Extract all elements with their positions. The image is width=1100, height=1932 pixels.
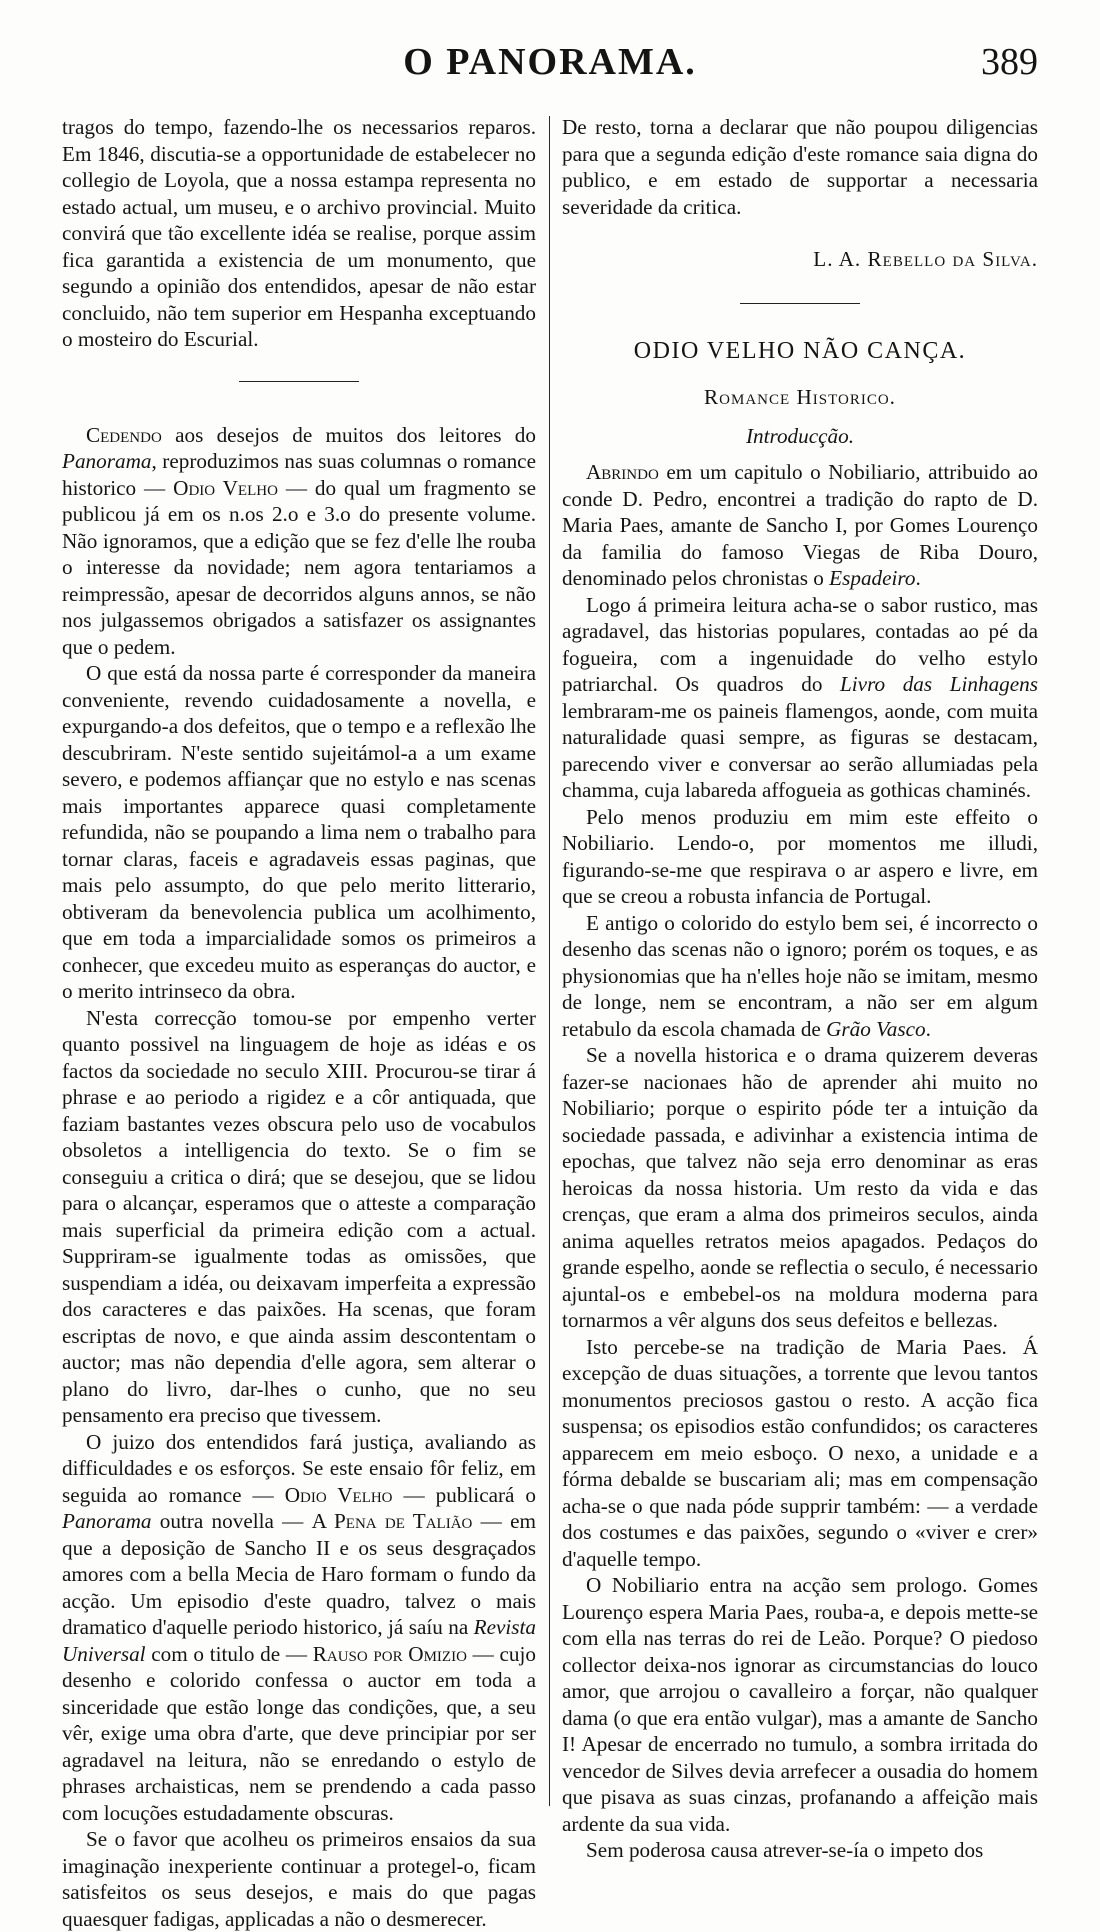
body-paragraph: Abrindo em um capitulo o Nobiliario, attribuido ao conde D. Pedro, encontrei a tradição do rapto de D. Maria Paes, amante de Sancho I, por Gomes Lourenço da familia do famoso Viegas de Riba Douro, denominado pelos chronistas o Espadeiro. — [562, 460, 1038, 590]
column-divider — [549, 116, 550, 1806]
body-paragraph: Se o favor que acolheu os primeiros ensaios da sua imaginação inexperiente continuar a protegel-o, ficam satisfeitos os seus desejos, e mais do que pagas quaesquer fadigas, applicadas a não o desmerecer. — [62, 1827, 536, 1931]
editorial-note-paragraph: Cedendo aos desejos de muitos dos leitores do Panorama, reproduzimos nas suas columnas o romance historico — Odio Velho — do qual um fragmento se publicou já em os n.os 2.o e 3.o do presente volume. Não ignoramos, que a edição que se fez d'elle lhe rouba o interesse da novidade; nem agora tentariamos a reimpressão, apesar de decorridos alguns annos, se não nos julgassemos obrigados a satisfazer os assignantes que o pedem. — [62, 422, 536, 659]
body-paragraph: O Nobiliario entra na acção sem prologo. Gomes Lourenço espera Maria Paes, rouba-a, e depois mette-se com ella nas terras do rei de Leão. Porque? O piedoso collector deixa-nos ignorar as circumstancias do louco amor, que arrojou o cavalleiro a forçar, não qualquer dama (o que era então vulgar), mas a amante de Sancho I! Apesar de encerrado no tumulo, a sombra irritada do vencedor de Silves devia arrefecer a ousadia do homem que pisava as suas cinzas, profanando a affeição mais ardente da sua vida. — [562, 1573, 1038, 1836]
section-divider — [740, 303, 860, 304]
running-title: O PANORAMA. — [403, 41, 697, 83]
author-signature: L. A. Rebello da Silva. — [813, 247, 1038, 271]
lead-word: Abrindo — [586, 460, 659, 484]
page-number: 389 — [981, 41, 1038, 83]
body-paragraph: O que está da nossa parte é corresponder da maneira conveniente, revendo cuidadosamente a novella, e expurgando-a dos defeitos, que o tempo e a reflexão lhe descubriram. N'este sentido sujeitámol-a a um exame severo, e podemos affiançar que no estylo e nas scenas mais importantes apparece quasi completamente refundida, não se poupando a lima nem o trabalho para tornar claras, faceis e agradaveis essas paginas, que mais pelo assumpto, do que pelo merito litterario, obtiveram da benevolencia publica um acolhimento, que em toda a imparcialidade somos os primeiros a conhecer, que excedeu muito as esperanças do auctor, e o merito intrinseco da obra. — [62, 661, 536, 1003]
body-paragraph: Logo á primeira leitura acha-se o sabor rustico, mas agradavel, das historias populares, contadas ao pé da fogueira, com a ingenuidade do velho estylo patriarchal. Os quadros do Livro das Linhagens lembraram-me os paineis flamengos, aonde, com muita naturalidade quasi sempre, as figuras se destacam, parecendo viver e conversar ao serão allumiadas pela chamma, cuja labareda affogueia as gothicas chaminés. — [562, 592, 1038, 802]
body-paragraph: Pelo menos produziu em mim este effeito o Nobiliario. Lendo-o, por momentos me illudi, figurando-se-me que respirava o ar aspero e livre, em que se creou a robusta infancia de Portugal. — [562, 804, 1038, 908]
lead-word: Cedendo — [86, 422, 162, 447]
right-column — [562, 114, 1038, 1864]
body-paragraph: Isto percebe-se na tradição de Maria Paes. Á excepção de duas situações, a torrente que levou tantos monumentos preciosos gastou o resto. A acção fica suspensa; os episodios estão confundidos; os caracteres apparecem em meio esboço. O nexo, a unidade e a fórma debalde se buscariam ali; mas em compensação acha-se o que nada póde supprir também: — a verdade dos costumes e das paixões, segundo o «viver e crer» d'aquelle tempo. — [562, 1334, 1038, 1571]
left-column — [62, 114, 536, 1932]
body-paragraph: Se a novella historica e o drama quizerem deveras fazer-se nacionaes hão de aprender ahi muito no Nobiliario; porque o espirito póde ter a intuição da sociedade passada, e adivinhar a existencia intima de epochas, que talvez não seja erro denominar as eras heroicas da nossa historia. Um resto da vida e das crenças, que eram a alma dos primeiros seculos, ainda anima aquelles retratos meios apagados. Pedaços do grande espelho, aonde se reflectia o seculo, é necessario ajuntal-os e embebel-os na moldura moderna para tornarmos a vêr alguns dos seus defeitos e bellezas. — [562, 1043, 1038, 1332]
section-title: ODIO VELHO NÃO CANÇA. — [633, 337, 967, 364]
section-divider — [239, 381, 359, 382]
body-paragraph: E antigo o colorido do estylo bem sei, é incorrecto o desenho das scenas não o ignoro; porém os toques, e as physionomias que ha n'elles hoje não se imitam, mesmo de longe, nem se encontram, a não ser em algum retabulo da escola chamada de Grão Vasco. — [562, 910, 1038, 1041]
body-paragraph: N'esta correcção tomou-se por empenho verter quanto possivel na linguagem de hoje as idéas e os factos da sociedade no seculo XIII. Procurou-se tirar á phrase e ao periodo a rigidez e a côr antiquada, que faziam bastantes vezes obscura pelo uso de vocabulos obsoletos a intelligencia do texto. Se o fim se conseguiu a critica o dirá; que se desejou, que se lidou para o alcançar, esperamos que o atteste a comparação mais superficial da primeira edição com a actual. Suppriram-se igualmente todas as omissões, que suspendiam a idéa, ou deixavam imperfeita a expressão dos caracteres e das paixões. Ha scenas, que foram escriptas de novo, e que ainda assim descontentam o auctor; mas não dependia d'elle agora, sem alterar o plano do livro, dar-lhes o cunho, que no seu pensamento era preciso que tivessem. — [62, 1005, 536, 1427]
running-head — [0, 40, 1100, 96]
body-paragraph: Sem poderosa causa atrever-se-ía o impeto dos — [586, 1838, 984, 1862]
body-paragraph: O juizo dos entendidos fará justiça, avaliando as difficuldades e os esforços. Se este ensaio fôr feliz, em seguida ao romance — Odio Velho — publicará o Panorama outra novella — A Pena de Talião — em que a deposição de Sancho II e os seus desgraçados amores com a bella Mecia de Haro formam o fundo da acção. Um episodio d'este quadro, talvez o mais dramatico d'aquelle periodo historico, já saíu na Revista Universal com o titulo de — Rauso por Omizio — cujo desenho e colorido confessa o auctor em toda a sinceridade que estão longe das condições, que, a seu vêr, exige uma obra d'arte, que deve principiar por ser agradavel na leitura, não se enredando o estylo de phrases archaisticas, nem se prendendo a cada passo com locuções estudadamente obscuras. — [62, 1429, 537, 1825]
section-subtitle: Romance Historico. — [704, 385, 896, 409]
article-paragraph-loyola: tragos do tempo, fazendo-lhe os necessarios reparos. Em 1846, discutia-se a opportunidade de estabelecer no collegio de Loyola, que a nossa estampa representa no estado actual, um museu, e o archivo provincial. Muito convirá que tão excellente idéa se realise, porque assim fica garantida a existencia de um monumento, que segundo a opinião dos entendidos, apesar de não estar concluido, não tem superior em Hespanha exceptuando o mosteiro do Escurial. — [62, 115, 536, 351]
body-paragraph: De resto, torna a declarar que não poupou diligencias para que a segunda edição d'este romance saia digna do publico, e em estado de supportar a necessaria severidade da critica. — [562, 115, 1038, 219]
introduction-heading: Introducção. — [745, 423, 855, 448]
